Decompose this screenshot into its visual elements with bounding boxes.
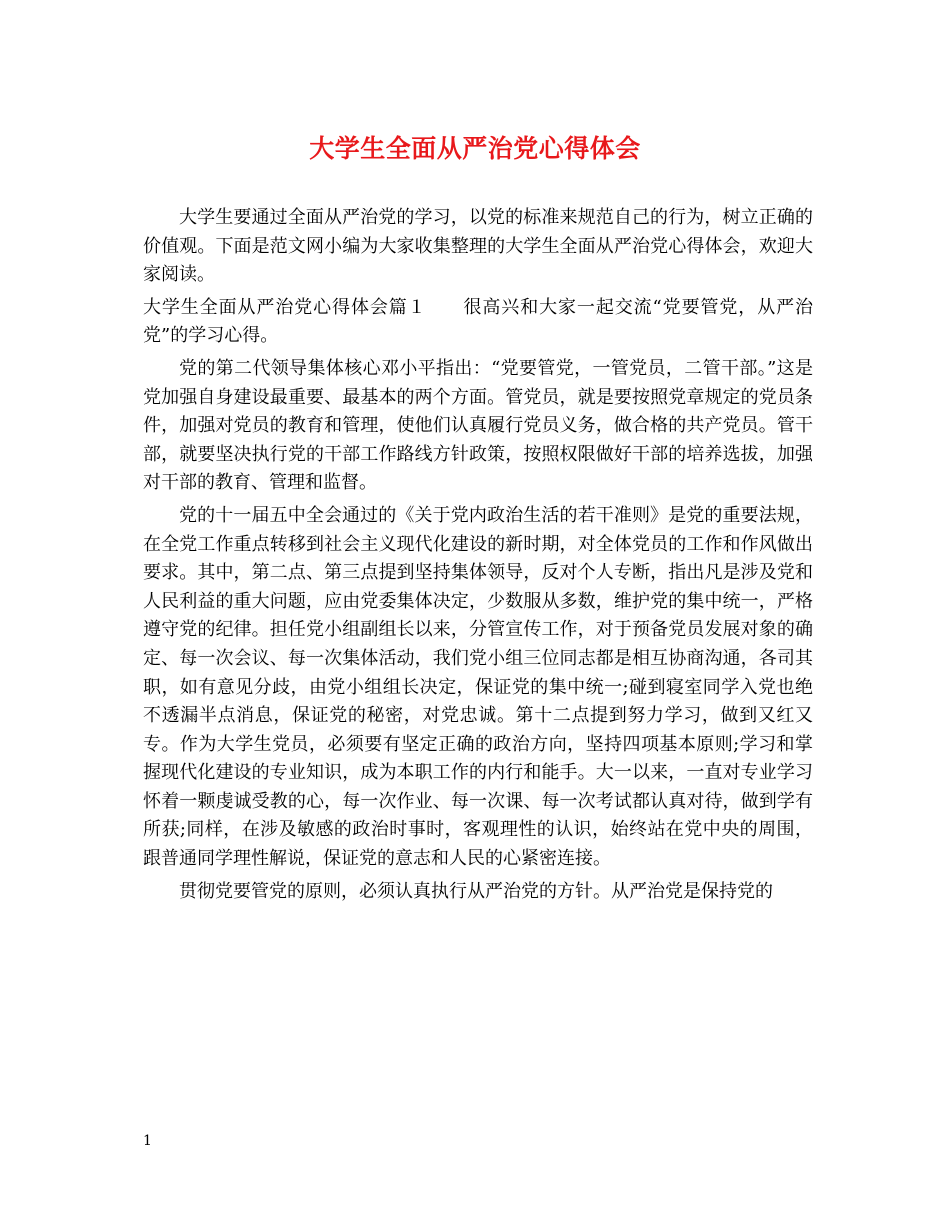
intro-paragraph: 大学生要通过全面从严治党的学习，以党的标准来规范自己的行为，树立正确的价值观。下面是范文网小编为大家收集整理的大学生全面从严治党心得体会，欢迎大家阅读。 [143, 207, 813, 286]
body-paragraph-1: 党的第二代领导集体核心邓小平指出：“党要管党，一管党员，二管干部。”这是党加强自身建设最重要、最基本的两个方面。管党员，就是要按照党章规定的党员条件，加强对党员的教育和管理，使他们认真履行党员义务，做合格的共产党员。管干部，就要坚决执行党的干部工作路线方针政策，按照权限做好干部的培养选拔，加强对干部的教育、管理和监督。 [143, 357, 813, 494]
section-heading: 大学生全面从严治党心得体会篇１ [143, 296, 427, 318]
body-paragraph-2: 党的十一届五中全会通过的《关于党内政治生活的若干准则》是党的重要法规，在全党工作重点转移到社会主义现代化建设的新时期，对全体党员的工作和作风做出要求。其中，第二点、第三点提到坚持集体领导，反对个人专断，指出凡是涉及党和人民利益的重大问题，应由党委集体决定，少数服从多数，维护党的集中统一，严格遵守党的纪律。担任党小组副组长以来，分管宣传工作，对于预备党员发展对象的确定、每一次会议、每一次集体活动，我们党小组三位同志都是相互协商沟通，各司其职，如有意见分歧，由党小组组长决定，保证党的集中统一;碰到寝室同学入党也绝不透漏半点消息，保证党的秘密，对党忠诚。第十二点提到努力学习，做到又红又专。作为大学生党员，必须要有坚定正确的政治方向，坚持四项基本原则;学习和掌握现代化建设的专业知识，成为本职工作的内行和能手。大一以来，一直对专业学习怀着一颗虔诚受教的心，每一次作业、每一次课、每一次考试都认真对待，做到学有所获;同样，在涉及敏感的政治时事时，客观理性的认识，始终站在党中央的周围，跟普通同学理性解说，保证党的意志和人民的心紧密连接。 [143, 504, 813, 870]
body-paragraph-3: 贯彻党要管党的原则，必须认真执行从严治党的方针。从严治党是保持党的 [179, 880, 773, 902]
page-number: 1 [143, 1133, 152, 1149]
document-title: 大学生全面从严治党心得体会 [309, 134, 641, 163]
section-paragraph [143, 294, 813, 351]
document-body [143, 204, 813, 910]
section-lead: 很高兴和大家一起交流“党要管党，从严治党”的学习心得。 [143, 296, 814, 347]
